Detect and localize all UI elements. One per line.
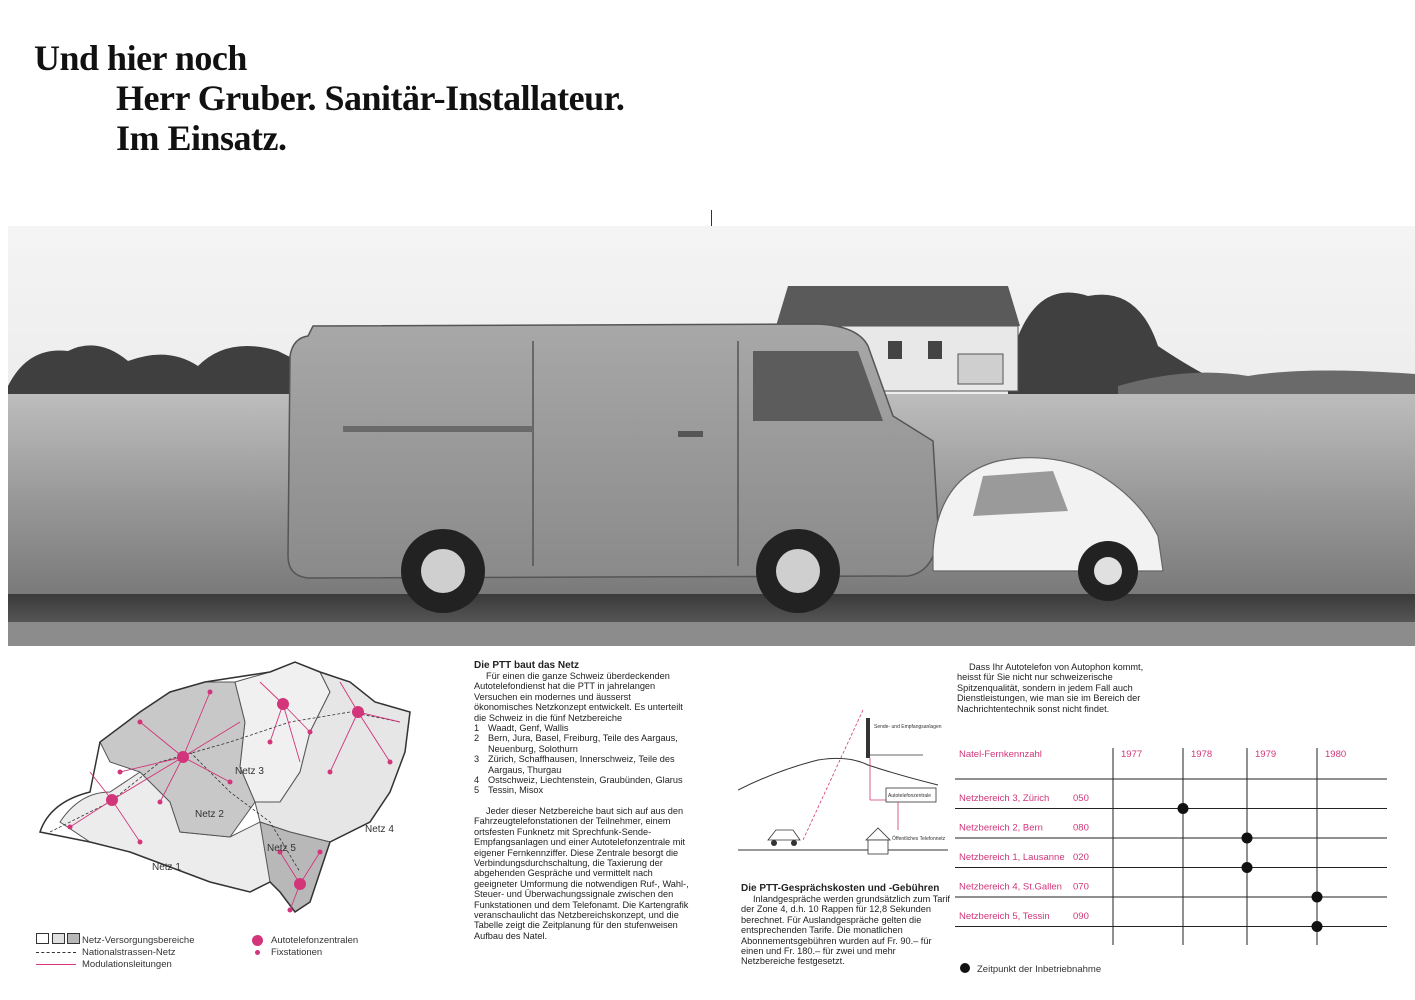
row-label: Netzbereich 3, Zürich: [959, 793, 1050, 804]
headline-line-1: Und hier noch: [34, 38, 247, 78]
year-label: 1979: [1255, 749, 1277, 760]
list-item: 2 Bern, Jura, Basel, Freiburg, Teile des Aargaus, Neuenburg, Solothurn: [474, 733, 678, 754]
headline-line-2: Herr Gruber. Sanitär-Installateur.: [116, 78, 625, 118]
label-netz-3: Netz 3: [235, 766, 264, 777]
list-item: 5 Tessin, Misox: [474, 785, 544, 796]
start-marker: [1242, 833, 1253, 844]
row-label: Netzbereich 2, Bern: [959, 822, 1043, 834]
article-network-heading: Die PTT baut das Netz: [474, 660, 580, 671]
row-label: Netzbereich 4, St.Gallen: [959, 881, 1062, 893]
telephone-exchange-icon: [866, 828, 890, 854]
legend-roads: Nationalstrassen-Netz: [82, 946, 176, 958]
van: [288, 324, 938, 613]
legend-areas: Netz-Versorgungsbereiche: [82, 934, 195, 946]
car-icon: [768, 830, 800, 846]
list-item: 3 Zürich, Schaffhausen, Innerschweiz, Teile des Aargaus, Thurgau: [474, 754, 675, 775]
list-item: 4 Ostschweiz, Liechtenstein, Graubünden, Glarus: [474, 775, 683, 786]
article-costs-heading: Die PTT-Gesprächskosten und -Gebühren: [741, 883, 940, 894]
van-photo: [8, 226, 1415, 646]
article-costs: [741, 883, 951, 967]
area-swatch-icon: [36, 933, 82, 947]
article-network-body: Jeder dieser Netzbereiche baut sich auf aus den Fahrzeugtelefonstationen der Teilnehmer, einem ortsfesten Funknetz mit Sprechfunk-Sende-Empfangsanlagen und einer Autotelefonzentrale mit eigener Fernkennziffer. Diese Zentrale besorgt die Verbindungsdurchschaltung, die Taxierung der abgehenden Gespräche und vermittelt nach geeigneter Umformung die notwendigen Ruf-, Wahl-, Steuer- und Überwachungssignale zwischen den Funkstationen und dem Telefonamt. Die Kartengrafik veranschaulicht das Netzbereichskonzept, und die Tabelle zeigt die Zeitplanung für den stufenweisen Aufbau des Natel.: [474, 805, 689, 941]
label-public-network: Öffentliches Telefonnetz: [892, 836, 946, 842]
start-marker: [1312, 892, 1323, 903]
row-code: 070: [1073, 881, 1089, 893]
switzerland-network-map: [30, 652, 430, 932]
year-label: 1978: [1191, 749, 1213, 760]
row-code: 080: [1073, 822, 1089, 834]
legend-centrals: Autotelefonzentralen: [271, 934, 359, 946]
label-netz-4: Netz 4: [365, 824, 394, 835]
article-network: [474, 660, 689, 941]
central-dot-icon: [252, 935, 263, 946]
legend-dot-icon: [960, 963, 970, 973]
row-code: 020: [1073, 852, 1089, 863]
radio-network-diagram: [738, 700, 948, 870]
row-code: 050: [1073, 793, 1089, 804]
article-costs-body: Inlandgespräche werden grundsätzlich zum Tarif der Zone 4, d.h. 10 Rappen für 12,8 Sekunden berechnet. Für Auslandgespräche gelten die entsprechenden Tarife. Die monatlichen Abonnementsgebühren wurden auf Fr. 90.– für einen und Fr. 180.– für zwei und mehr Netzbereiche festgesetzt.: [741, 894, 950, 967]
article-autophon: [957, 662, 1167, 714]
row-label: Netzbereich 1, Lausanne: [959, 852, 1065, 863]
table-header: Natel-Fernkennzahl: [959, 749, 1042, 760]
label-central: Autotelefonzentrale: [888, 793, 932, 799]
rollout-schedule-table: [955, 740, 1395, 990]
article-network-intro: Für einen die ganze Schweiz überdeckenden Autotelefondienst hat die PTT in jahrelangen Versuchen ein modernes und äusserst ökonomisches Netzkonzept entwickelt. Es unterteilt die Schweiz in die fünf Netzbereiche: [474, 671, 683, 723]
headline: [34, 38, 624, 158]
label-antenna: Sende- und Empfangsanlagen: [874, 724, 942, 730]
fixed-dot-icon: [255, 950, 260, 955]
label-netz-5: Netz 5: [267, 843, 296, 854]
road-line-icon: [36, 952, 76, 953]
start-marker: [1312, 921, 1323, 932]
network-area-list: [474, 723, 689, 796]
start-marker: [1242, 862, 1253, 873]
map-legend: [36, 934, 376, 970]
start-marker: [1178, 803, 1189, 814]
table-legend: Zeitpunkt der Inbetriebnahme: [977, 964, 1102, 975]
article-autophon-body: Dass Ihr Autotelefon von Autophon kommt, heisst für Sie nicht nur schweizerische Spitzenqualität, sondern in jedem Fall auch Dienstleistungen, wie man sie im Bereich der Nachrichtentechnik sonst nicht findet.: [957, 662, 1144, 714]
year-label: 1980: [1325, 749, 1347, 760]
headline-line-3: Im Einsatz.: [116, 118, 287, 158]
year-label: 1977: [1121, 749, 1143, 760]
legend-links: Modulationsleitungen: [82, 958, 172, 970]
label-netz-2: Netz 2: [195, 809, 224, 820]
link-line-icon: [36, 964, 76, 965]
legend-fixed: Fixstationen: [271, 946, 323, 958]
row-label: Netzbereich 5, Tessin: [959, 911, 1050, 922]
list-item: 1 Waadt, Genf, Wallis: [474, 723, 569, 734]
row-code: 090: [1073, 911, 1089, 922]
label-netz-1: Netz 1: [152, 862, 181, 873]
